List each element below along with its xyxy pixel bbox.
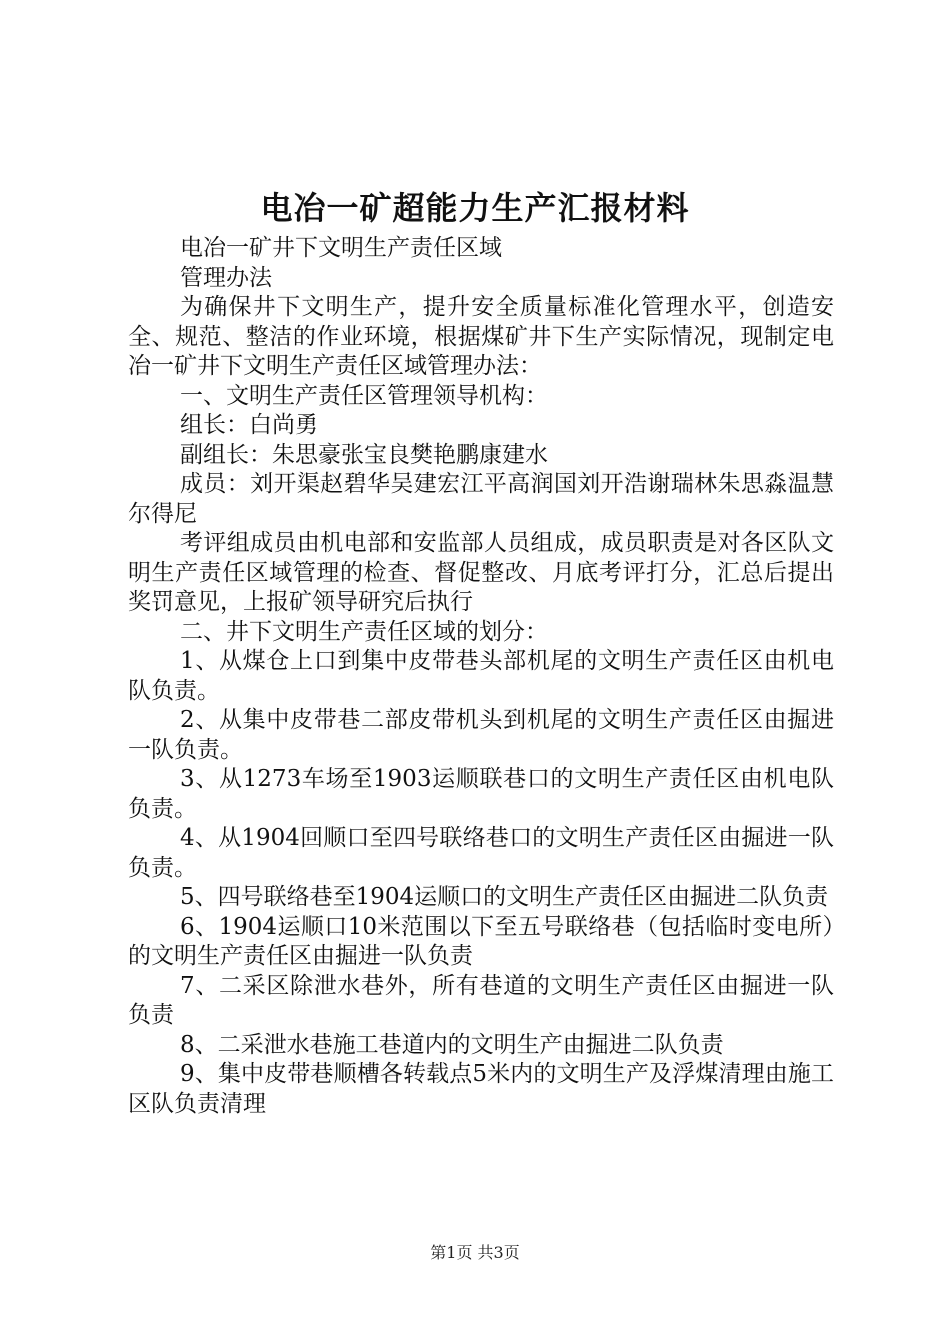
paragraph: 管理办法 <box>180 264 272 291</box>
page-number-footer: 第1页 共3页 <box>430 1243 520 1262</box>
paragraph: 电冶一矿井下文明生产责任区域 <box>180 235 502 261</box>
paragraph: 考评组成员由机电部和安监部人员组成，成员职责是对各区队文明生产责任区域管理的检查、督促整改、月底考评打分，汇总后提出奖罚意见，上报矿领导研究后执行 <box>128 530 834 615</box>
list-item: 2、从集中皮带巷二部皮带机头到机尾的文明生产责任区由掘进一队负责。 <box>128 707 834 763</box>
list-item: 3、从1273车场至1903运顺联巷口的文明生产责任区由机电队负责。 <box>128 766 834 822</box>
list-item: 5、四号联络巷至1904运顺口的文明生产责任区由掘进二队负责 <box>180 884 829 910</box>
list-item: 8、二采泄水巷施工巷道内的文明生产由掘进二队负责 <box>180 1031 724 1058</box>
list-item: 9、集中皮带巷顺槽各转载点5米内的文明生产及浮煤清理由施工区队负责清理 <box>128 1061 834 1117</box>
document-title: 电冶一矿超能力生产汇报材料 <box>260 189 690 227</box>
document-body <box>128 234 834 1119</box>
list-item: 6、1904运顺口10米范围以下至五号联络巷（包括临时变电所）的文明生产责任区由掘进一队负责 <box>128 913 834 969</box>
list-item: 7、二采区除泄水巷外，所有巷道的文明生产责任区由掘进一队负责 <box>128 972 834 1028</box>
paragraph: 为确保井下文明生产，提升安全质量标准化管理水平，创造安全、规范、整洁的作业环境，根据煤矿井下生产实际情况，现制定电冶一矿井下文明生产责任区域管理办法： <box>128 294 834 379</box>
paragraph: 组长：白尚勇 <box>180 412 318 438</box>
list-item: 4、从1904回顺口至四号联络巷口的文明生产责任区由掘进一队负责。 <box>128 825 834 881</box>
list-item: 1、从煤仓上口到集中皮带巷头部机尾的文明生产责任区由机电队负责。 <box>128 648 834 704</box>
paragraph: 成员：刘开渠赵碧华吴建宏江平高润国刘开浩谢瑞林朱思淼温慧尔得尼 <box>128 471 834 527</box>
paragraph: 二、井下文明生产责任区域的划分： <box>180 618 548 645</box>
paragraph: 一、文明生产责任区管理领导机构： <box>180 382 548 409</box>
paragraph: 副组长：朱思豪张宝良樊艳鹏康建水 <box>180 441 548 468</box>
